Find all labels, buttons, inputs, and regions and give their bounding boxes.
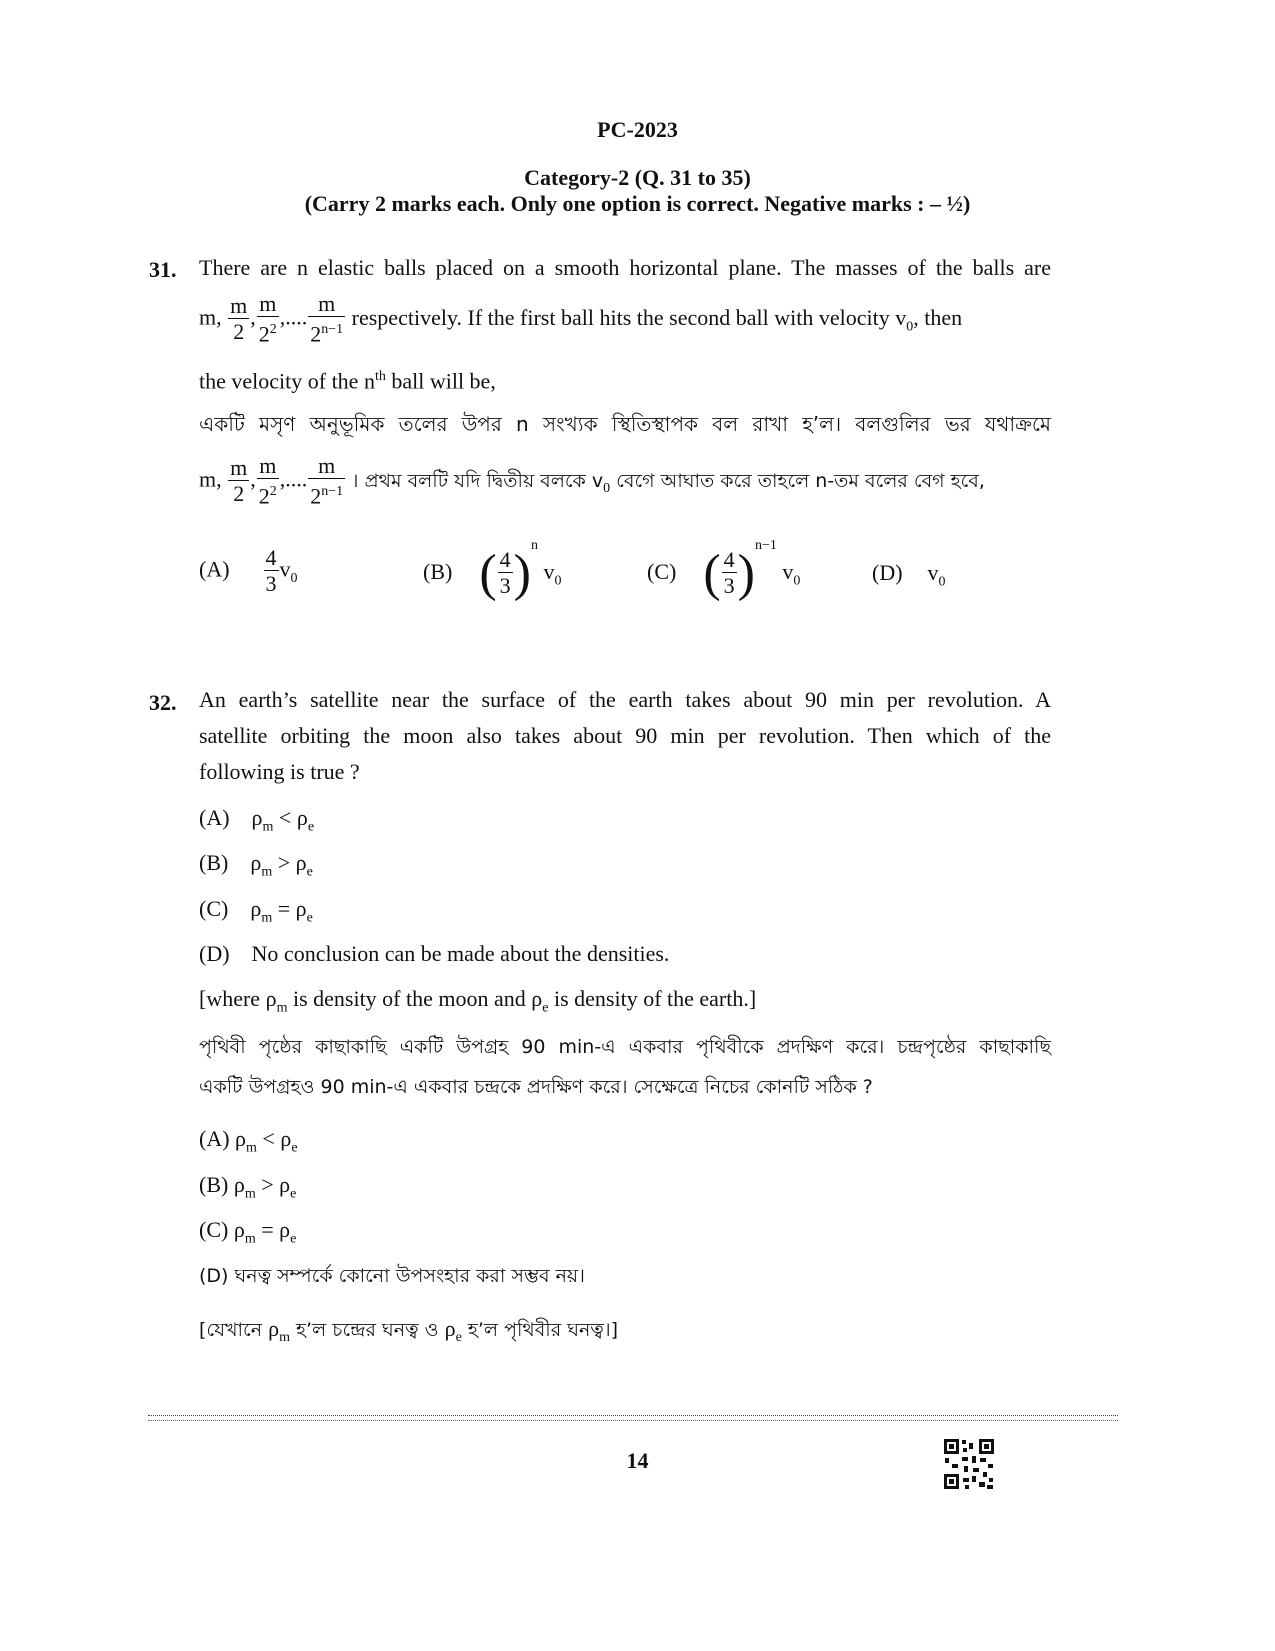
option-b[interactable]: (B) $\rho_m > \rho_e$ [199,850,313,880]
page-number: 14 [626,1448,649,1473]
bengali-option-b[interactable]: (B) $\rho_m > \rho_e$ [199,1172,297,1202]
question-text-line: An earth’s satellite near the surface of the earth takes about 90 min per revolution. A [199,687,1051,712]
bengali-option-d[interactable]: (D) ঘনত্ব সম্পর্কে কোনো উপসংহার করা সম্ভব নয়। [199,1265,585,1287]
mass-prefix: m, [199,304,222,330]
bengali-text-line: একটি মসৃণ অনুভূমিক তলের উপর n সংখ্যক স্থিতিস্থাপক বল রাখা হ’ল। বলগুলির ভর যথাক্রমে [199,412,1051,436]
confidential-divider [148,1415,1118,1421]
density-note: [where $\rho_m$ is density of the moon and $\rho_e$ is density of the earth.] [199,986,757,1016]
option-b[interactable]: (B) ( $\frac{4}{3}$ )$^n$ $v_0$ [423,538,562,602]
bengali-option-a[interactable]: (A) $\rho_m < \rho_e$ [199,1126,298,1156]
paper-code: PC-2023 [597,117,678,142]
option-d[interactable]: (D) $v_0$ [872,560,946,590]
question-text-line: There are n elastic balls placed on a smooth horizontal plane. The masses of the balls are [199,255,1051,280]
question-text-line: following is true ? [199,759,360,784]
mass-series-line: m, $\frac{m}{2}$ , $\frac{m}{2^2}$ ,.... $\frac{m}{2^{n-1}}$ respectively. If the first ball hits the second ball with velocity $v_0$, then [199,291,963,347]
question-number: 31. [149,257,177,282]
option-a[interactable]: (A) $\frac{4}{3}$ $v_0$ [199,545,298,596]
category-heading: Category-2 (Q. 31 to 35) [524,165,751,190]
mass-fraction-1: $\frac{m}{2}$ [230,293,248,345]
option-c[interactable]: (C) ( $\frac{4}{3}$ )$^{n-1}$ $v_0$ [647,538,801,602]
bengali-text-line: পৃথিবী পৃষ্ঠের কাছাকাছি একটি উপগ্রহ 90 min-এ একবার পৃথিবীকে প্রদক্ষিণ করে। চন্দ্রপৃষ্ঠের কাছাকাছি [199,1036,1051,1058]
option-d[interactable]: (D) No conclusion can be made about the densities. [199,941,670,966]
question-text-line: respectively. If the first ball hits the second ball with velocity $v_0$, then [351,304,963,335]
bengali-option-c[interactable]: (C) $\rho_m = \rho_e$ [199,1217,297,1247]
bengali-mass-line: m, $\frac{m}{2}$ , $\frac{m}{2^2}$ ,.... $\frac{m}{2^{n-1}}$ । প্রথম বলটি যদি দ্বিতীয় বলকে $v_0$ বেগে আঘাত করে তাহলে n-তম বলের বেগ হবে, [199,453,985,509]
bengali-text-line: একটি উপগ্রহও 90 min-এ একবার চন্দ্রকে প্রদক্ষিণ করে। সেক্ষেত্রে নিচের কোনটি সঠিক ? [199,1076,873,1098]
bengali-density-note: [যেখানে $\rho_m$ হ’ল চন্দ্রের ঘনত্ব ও $\rho_e$ হ’ল পৃথিবীর ঘনত্ব।] [199,1316,619,1345]
option-a[interactable]: (A) $\rho_m < \rho_e$ [199,805,315,835]
question-text-line: the velocity of the $n^{th}$ ball will be, [199,368,496,394]
option-c[interactable]: (C) $\rho_m = \rho_e$ [199,896,313,926]
question-number: 32. [149,690,177,715]
qr-code-icon [943,1438,995,1490]
question-text-line: satellite orbiting the moon also takes about 90 min per revolution. Then which of the [199,723,1051,748]
mass-fraction-n: $\frac{m}{2^{n-1}}$ [310,291,344,347]
marking-instructions: (Carry 2 marks each. Only one option is correct. Negative marks : – ½) [304,191,971,216]
mass-fraction-2: $\frac{m}{2^2}$ [258,291,277,347]
